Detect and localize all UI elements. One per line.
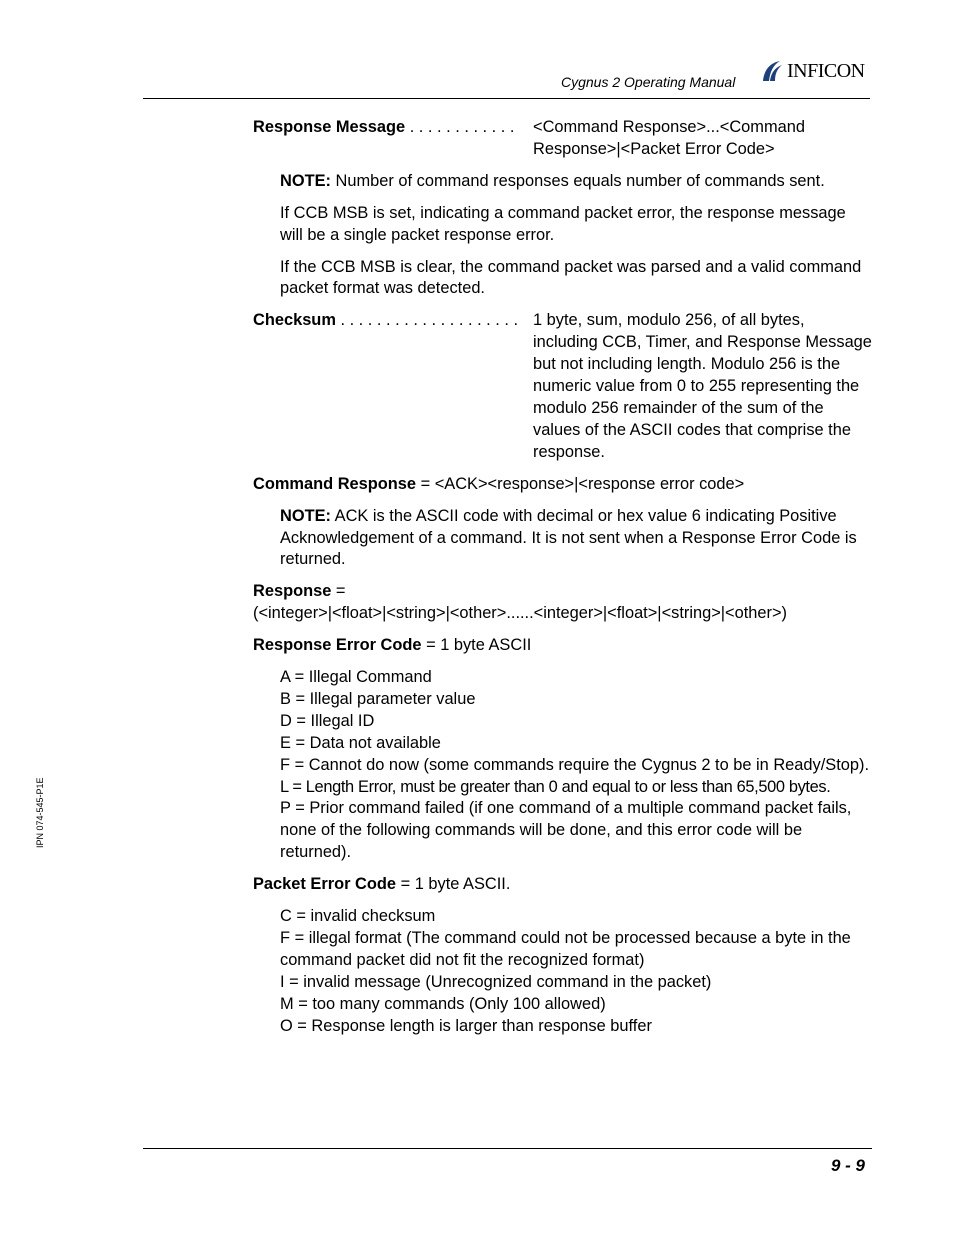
note-command-responses: NOTE: Number of command responses equals number of commands sent. (280, 171, 825, 190)
response-formula: (<integer>|<float>|<string>|<other>......<integer>|<float>|<string>|<other>) (253, 604, 788, 623)
definition-text: <Command Response>...<Command Response>|<Packet Error Code> (533, 118, 805, 158)
note-ack: NOTE: ACK is the ASCII code with decimal or hex value 6 indicating Positive Acknowledgement of a command. It is not sent when a Response Error Code is returned. (280, 506, 857, 569)
footer-rule (143, 1148, 872, 1149)
packet-error-code-heading: Packet Error Code = 1 byte ASCII. (253, 875, 511, 894)
list-item: M = too many commands (Only 100 allowed) (280, 994, 606, 1013)
list-item: L = Length Error, must be greater than 0 and equal to or less than 65,500 bytes. (280, 777, 831, 796)
paragraph-ccb-clear: If the CCB MSB is clear, the command packet was parsed and a valid command packet format was detected. (280, 257, 862, 298)
command-response-definition: Command Response = <ACK><response>|<response error code> (253, 474, 745, 493)
list-item: D = Illegal ID (280, 711, 375, 730)
manual-title: Cygnus 2 Operating Manual (561, 74, 736, 90)
definition-term: Checksum . . . . . . . . . . . . . . . . . . . . (253, 311, 519, 330)
packet-error-code-list (280, 906, 873, 1037)
note-label: NOTE: (280, 506, 331, 525)
logo-text: INFICON (787, 59, 865, 82)
response-error-code-list (280, 667, 873, 864)
page-body (253, 117, 873, 1048)
list-item: C = invalid checksum (280, 907, 436, 926)
list-item: O = Response length is larger than response buffer (280, 1016, 652, 1035)
response-message-definition (253, 117, 873, 161)
list-item: P = Prior command failed (if one command of a multiple command packet fails, none of the following commands will be done, and this error code will be returned). (280, 799, 852, 862)
document-code: IPN 074-545-P1E (35, 777, 45, 848)
response-definition: Response = (<integer>|<float>|<string>|<other>......<integer>|<float>|<string>|<other>) (253, 581, 873, 625)
paragraph-ccb-set: If CCB MSB is set, indicating a command packet error, the response message will be a single packet response error. (280, 203, 846, 244)
inficon-logo-icon (760, 59, 784, 83)
list-item: B = Illegal parameter value (280, 689, 476, 708)
note-label: NOTE: (280, 171, 331, 190)
response-error-code-heading: Response Error Code = 1 byte ASCII (253, 636, 532, 655)
checksum-definition (253, 310, 873, 463)
list-item: A = Illegal Command (280, 668, 432, 687)
company-logo (760, 58, 865, 84)
page-number: 9 - 9 (830, 1156, 865, 1175)
header-rule (143, 98, 870, 99)
list-item: F = illegal format (The command could not be processed because a byte in the command packet did not fit the recognized format) (280, 929, 851, 969)
list-item: I = invalid message (Unrecognized command in the packet) (280, 972, 712, 991)
definition-term: Response Message . . . . . . . . . . . . (253, 118, 515, 136)
list-item: E = Data not available (280, 733, 441, 752)
list-item: F = Cannot do now (some commands require the Cygnus 2 to be in Ready/Stop). (280, 755, 870, 774)
definition-text: 1 byte, sum, modulo 256, of all bytes, including CCB, Timer, and Response Message but not including length. Modulo 256 is the numeric value from 0 to 255 representing the modulo 256 remainder of the sum of the values of the ASCII codes that comprise the response. (533, 311, 872, 461)
